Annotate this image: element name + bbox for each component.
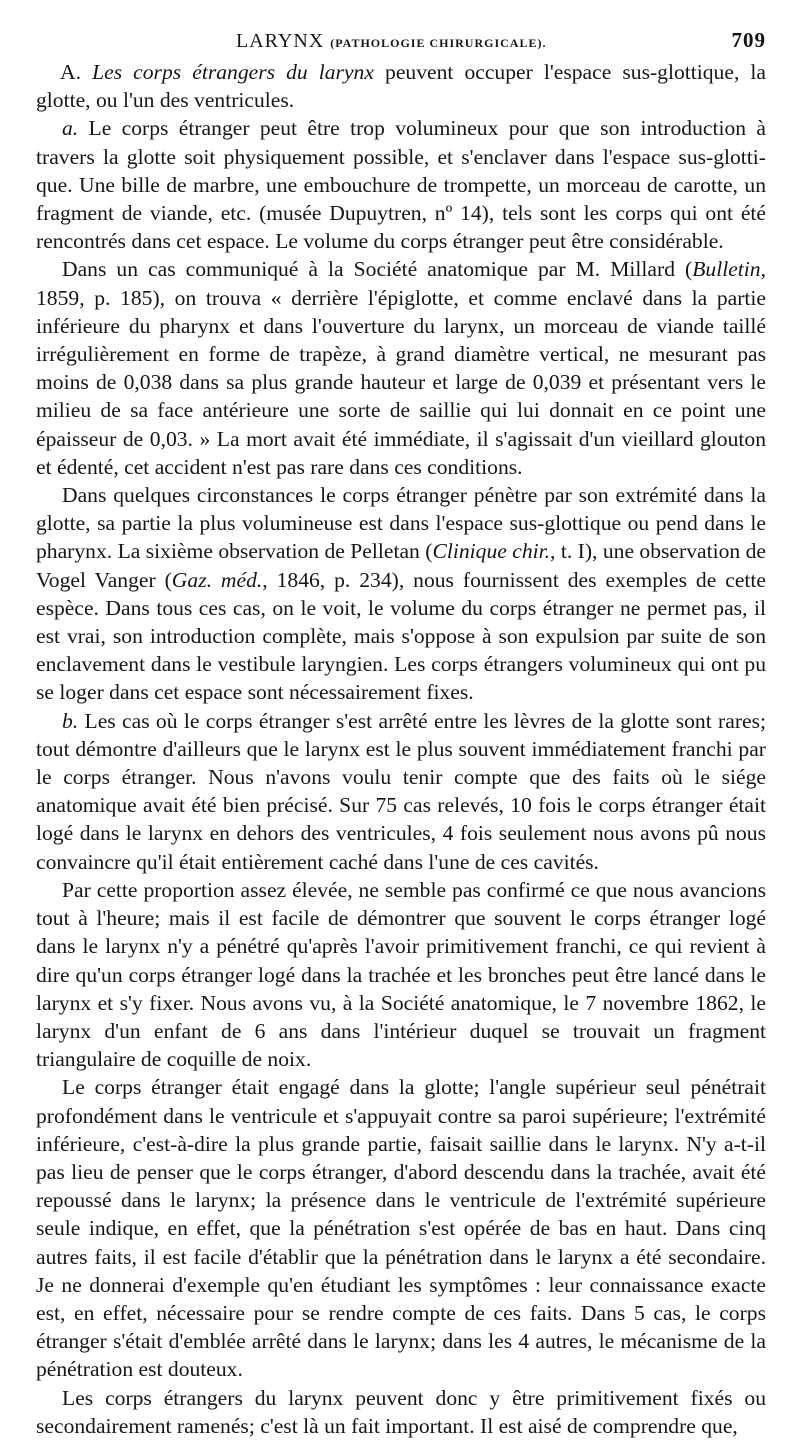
text-segment: Dans quelques circonstances le corps étranger pénètre par son extrémité dans la glotte, sa partie la plus volumineuse est dans l'espace sus-glottique ou pend dans le pharynx. La sixième observation de Pelletan ( xyxy=(36,483,766,564)
page xyxy=(36,22,766,1440)
paragraph-text: peuvent occuper l'espace sus-glottique, la glotte, ou l'un des ventricules. xyxy=(36,60,767,113)
text-segment: , 1846, p. 234), nous fournissent des exemples de cette espèce. Dans tous ces cas, on le voit, le volume du corps étranger ne permet pas, il est vrai, son introduction complète, mais s'oppose à son expulsion par suite de son enclavement dans le vestibule laryngien. Les corps étrangers volumineux qui ont pu se loger dans cet espace sont nécessairement fixes. xyxy=(36,567,766,705)
section-heading: Les corps étrangers du larynx xyxy=(92,60,374,84)
body-text xyxy=(36,58,766,1440)
citation-italic: Bulletin, xyxy=(692,257,766,282)
paragraph-text: Par cette proportion assez élevée, ne semble pas confirmé ce que nous avancions tout à l'heure; mais il est facile de démontrer que souvent le corps étranger logé dans le larynx n'y a pénétré qu'après l'avoir primitivement franchi, ce qui revient à dire qu'un corps étranger logé dans la trachée et les bronches peut être lancé dans le larynx et s'y fixer. Nous avons vu, à la Société anatomique, le 7 novembre 1862, le larynx d'un enfant de 6 ans dans l'intérieur duquel se trouvait un fragment triangulaire de coquille de noix. xyxy=(36,877,766,1072)
citation-italic: Gaz. méd. xyxy=(171,567,263,592)
text-segment: , t. I), une observation de Vogel Vanger ( xyxy=(36,539,766,592)
paragraph-text: Les corps étrangers du larynx peuvent donc y être primitivement fixés ou secondairement ramenés; c'est là un fait important. Il est aisé de comprendre que, xyxy=(36,1385,766,1438)
paragraph-proportion xyxy=(36,876,766,1073)
paragraph-circumstances xyxy=(36,481,766,707)
running-head-title xyxy=(236,30,546,53)
text-segment: Dans un cas communiqué à la Société anatomique par M. Millard ( xyxy=(62,257,693,282)
paragraph-text: Les cas où le corps étranger s'est arrêté entre les lèvres de la glotte sont rares; tout démontre d'ailleurs que le larynx est le plus souvent immédiatement franchi par le corps étranger. Nous n'avons voulu tenir compte que des faits où le siége anatomique avait été bien précisé. Sur 75 cas relevés, 10 fois le corps étranger était logé dans le larynx en dehors des ventricules, 4 fois seulement nous avons pû nous convaincre qu'il était entièrement caché dans l'une de ces cavités. xyxy=(36,708,766,874)
subsection-label: b. xyxy=(62,708,79,733)
paragraph-b xyxy=(36,707,766,876)
running-head-sub: (PATHOLOGIE CHIRURGICALE). xyxy=(330,36,547,50)
page-number: 709 xyxy=(731,28,766,52)
paragraph-a xyxy=(36,58,766,114)
citation-italic: Clinique chir. xyxy=(432,539,551,564)
running-head-main: LARYNX xyxy=(236,30,325,52)
running-header xyxy=(36,22,766,58)
subsection-label: a. xyxy=(62,116,79,141)
paragraph-millard-case xyxy=(36,255,766,481)
paragraph-conclusion xyxy=(36,1384,766,1440)
paragraph-text: Le corps étranger peut être trop volumineux pour que son introduction à travers la glotte soit physiquement possible, et s'enclaver dans l'espace sus-glotti-que. Une bille de marbre, une embouchure de trompette, un morceau de carotte, un fragment de viande, etc. (musée Dupuytren, nº 14), tels sont les corps qui ont été rencontrés dans cet espace. Le volume du corps étranger peut être considérable. xyxy=(36,116,766,254)
text-segment: 1859, p. 185), on trouva « derrière l'épiglotte, et comme enclavé dans la partie inférieure du pharynx et dans l'ouverture du larynx, un morceau de viande taillé irrégulièrement en forme de trapèze, à grand diamètre vertical, ne mesurant pas moins de 0,038 dans sa plus grande hauteur et large de 0,039 et présentant vers le milieu de sa face antérieure une sorte de saillie qui lui donnait en ce point une épaisseur de 0,03. » La mort avait été immédiate, il s'agissait d'un vieillard glouton et édenté, cet accident n'est pas rare dans ces conditions. xyxy=(36,285,766,479)
paragraph-a-small xyxy=(36,114,766,255)
paragraph-text: Le corps étranger était engagé dans la glotte; l'angle supérieur seul pénétrait profondément dans le ventricule et s'appuyait contre sa paroi supérieure; l'extrémité inférieure, c'est-à-dire la plus grande partie, faisait saillie dans le larynx. N'y a-t-il pas lieu de penser que le corps étranger, d'abord descendu dans la trachée, avait été repoussé dans le larynx; la présence dans le ventricule de l'extrémité supérieure seule indique, en effet, que la pénétration s'est opérée de bas en haut. Dans cinq autres faits, il est facile d'établir que la pénétration dans le larynx a été secondaire. Je ne donnerai d'exemple qu'en étudiant les symptômes : leur connaissance exacte est, en effet, nécessaire pour se rendre compte de ces faits. Dans 5 cas, le corps étranger s'était d'emblée arrêté dans le larynx; dans les 4 autres, le mécanisme de la pénétration est douteux. xyxy=(36,1075,766,1382)
paragraph-glotte xyxy=(36,1073,766,1383)
section-label: A. xyxy=(60,60,81,84)
